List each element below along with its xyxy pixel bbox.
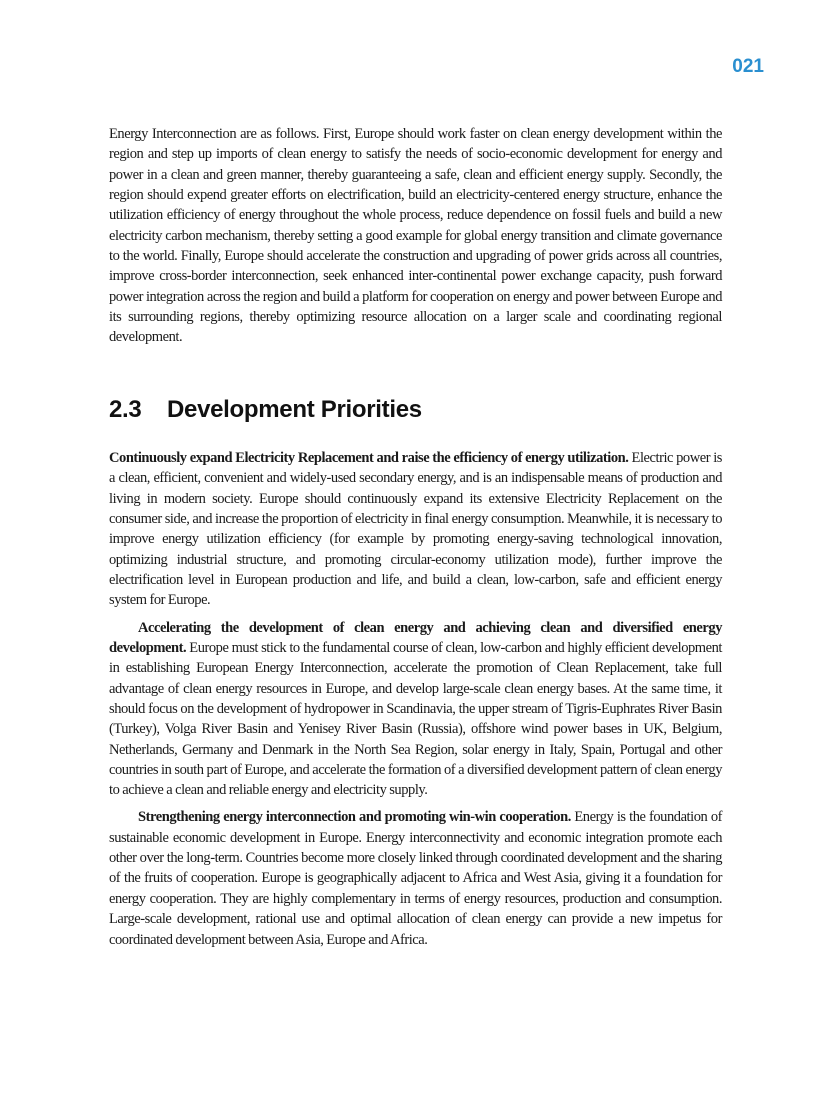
section-body (109, 448, 722, 957)
paragraph-lead: Strengthening energy interconnection and promoting win-win cooperation. (138, 809, 571, 826)
intro-paragraph: Energy Interconnection are as follows. First, Europe should work faster on clean energy development within the region and step up imports of clean energy to satisfy the needs of socio-economic development for energy and power in a clean and green manner, thereby guaranteeing a safe, clean and efficient energy supply. Secondly, the region should expend greater efforts on electrification, build an electricity-centered energy structure, enhance the utilization efficiency of energy throughout the whole process, reduce dependence on fossil fuels and build a new electricity carbon mechanism, thereby setting a good example for global energy transition and climate governance to the world. Finally, Europe should accelerate the construction and upgrading of power grids across all countries, improve cross-border interconnection, seek enhanced inter-continental power exchange capacity, push forward power integration across the region and build a platform for cooperation on energy and power between Europe and its surrounding regions, thereby optimizing resource allocation on a larger scale and coordinating regional development. (109, 126, 722, 346)
paragraph-clean-energy (109, 618, 722, 801)
intro-text (109, 124, 722, 355)
paragraph-text: Energy is the foundation of sustainable economic development in Europe. Energy interconnectivity and economic integration promote each other over the long-term. Countries become more closely linked through coordinated development and the sharing of the fruits of cooperation. Europe is geographically adjacent to Africa and West Asia, giving it a foundation for energy cooperation. They are highly complementary in terms of energy resources, production and consumption. Large-scale development, rational use and optimal allocation of clean energy can provide a new impetus for coordinated development between Asia, Europe and Africa. (109, 809, 723, 948)
page-number: 021 (732, 56, 764, 77)
paragraph-electricity-replacement (109, 448, 722, 611)
paragraph-interconnection (109, 807, 722, 949)
paragraph-lead: Continuously expand Electricity Replacement and raise the efficiency of energy utilization. (109, 450, 629, 466)
paragraph-lead: Accelerating the development of clean energy and achieving clean and diversified energy development. (109, 619, 722, 656)
section-heading (109, 396, 422, 424)
section-title: Development Priorities (167, 396, 422, 423)
section-number: 2.3 (109, 396, 142, 423)
paragraph-text: Europe must stick to the fundamental course of clean, low-carbon and highly efficient development in establishing European Energy Interconnection, accelerate the promotion of Clean Replacement, take full advantage of clean energy resources in Europe, and develop large-scale clean energy bases. At the same time, it should focus on the development of hydropower in Scandinavia, the upper stream of Tigris-Euphrates River Basin (Turkey), Volga River Basin and Yenisey River Basin (Russia), offshore wind power bases in UK, Belgium, Netherlands, Germany and Denmark in the North Sea Region, solar energy in Italy, Spain, Portugal and other countries in south part of Europe, and accelerate the formation of a diversified development pattern of clean energy to achieve a clean and reliable energy and electricity supply. (109, 639, 722, 799)
paragraph-text: Electric power is a clean, efficient, convenient and widely-used secondary energy, and is an indispensable means of production and living in modern society. Europe should continuously expand its extensive Electricity Replacement on the consumer side, and increase the proportion of electricity in final energy consumption. Meanwhile, it is necessary to improve energy utilization efficiency (for example by promoting energy-saving technological innovation, optimizing industrial structure, and promoting circular-economy utilization mode), further improve the electrification level in European production and life, and build a clean, low-carbon, safe and efficient energy system for Europe. (109, 450, 722, 609)
